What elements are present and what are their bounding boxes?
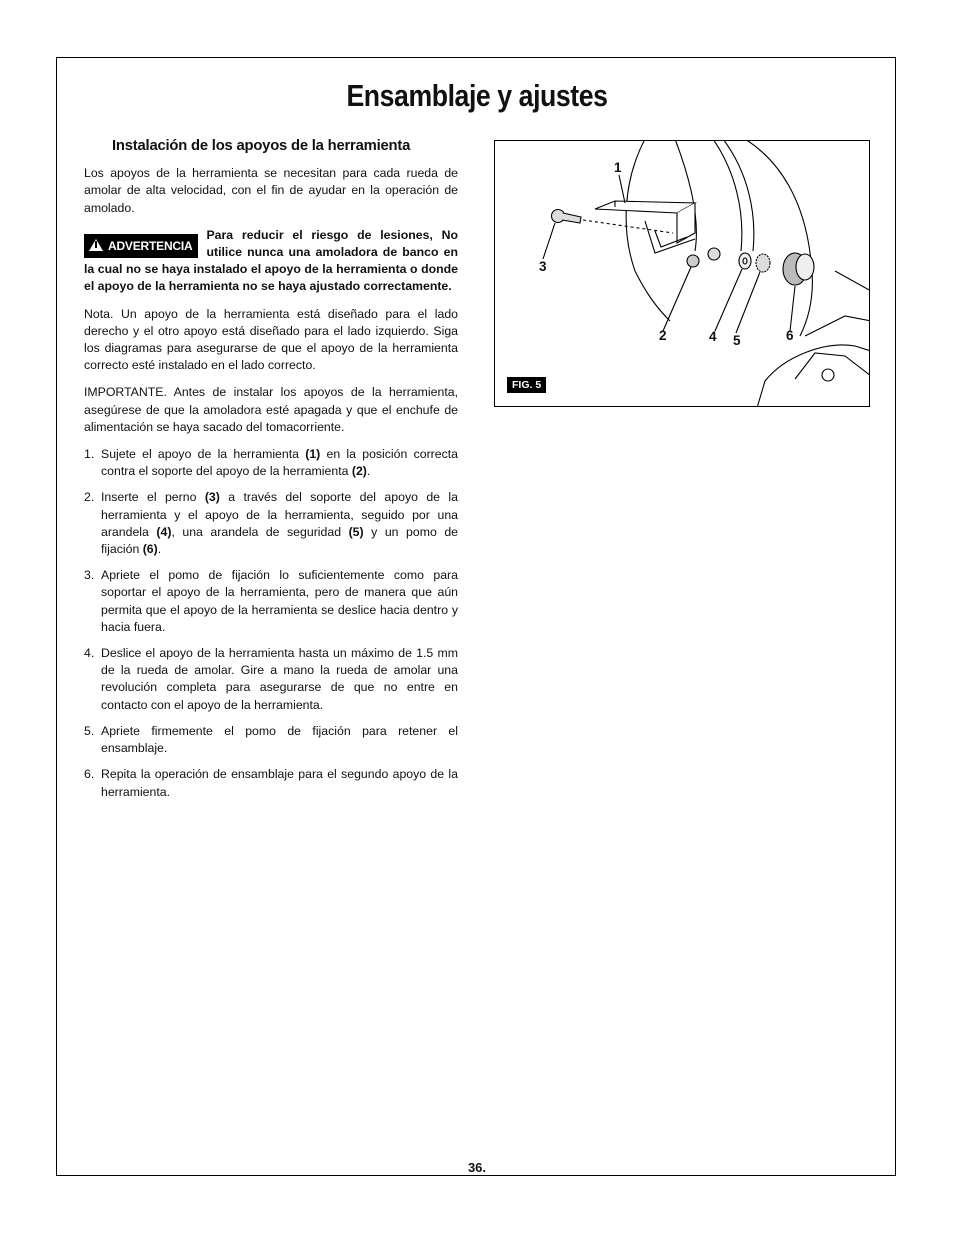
step-text: a través del soporte del apoyo de la herramienta y el apoyo de la herramienta, seguido por una arandela bbox=[101, 490, 458, 539]
callout-1: 1 bbox=[614, 160, 622, 175]
step-item bbox=[84, 567, 458, 636]
step-text: . bbox=[366, 464, 371, 479]
step-item bbox=[84, 766, 458, 800]
leader-5 bbox=[736, 272, 760, 333]
part-reference: (2) bbox=[351, 464, 367, 479]
tool-rest-top bbox=[595, 201, 695, 213]
text-column bbox=[84, 138, 458, 810]
figure-5 bbox=[494, 140, 870, 407]
warning-text: Para reducir el riesgo de lesiones, No utilice nunca una amoladora de banco en la cual no se haya instalado el apoyo de la herramienta o donde el apoyo de la herramienta no se haya ajustado correctamente. bbox=[84, 227, 458, 294]
intro-paragraph: Los apoyos de la herramienta se necesitan para cada rueda de amolar de alta velocidad, con el fin de ayudar en la operación de amolado. bbox=[84, 166, 458, 215]
wheel-edge-line bbox=[713, 141, 742, 251]
screw-head bbox=[822, 369, 834, 381]
callout-3: 3 bbox=[539, 259, 547, 274]
step-text: Repita la operación de ensamblaje para el segundo apoyo de la herramienta. bbox=[101, 767, 458, 799]
step-text: . bbox=[157, 542, 162, 557]
callout-5: 5 bbox=[733, 333, 741, 348]
part-reference: (4) bbox=[156, 524, 172, 539]
motor-base-inner bbox=[795, 353, 870, 379]
step-text: , una arandela de seguridad bbox=[171, 524, 349, 539]
page-number: 36. bbox=[467, 1160, 487, 1175]
assembly-axis-line bbox=[583, 220, 673, 233]
step-text: Apriete el pomo de fijación lo suficientemente como para soportar el apoyo de la herramienta, pero de manera que aún permita que el apoyo de la herramienta se deslice hacia dentro y hacia fuera. bbox=[101, 568, 458, 634]
step-number: 5. bbox=[84, 723, 95, 738]
step-item bbox=[84, 645, 458, 714]
warning-badge bbox=[84, 234, 198, 258]
housing-edge bbox=[835, 271, 870, 291]
step-text: Apriete firmemente el pomo de fijación para retener el ensamblaje. bbox=[101, 723, 458, 756]
wheel-edge-line-2 bbox=[723, 141, 754, 251]
important-paragraph: IMPORTANTE. Antes de instalar los apoyos de la herramienta, asegúrese de que la amoladora esté apagada y que el enchufe de alimentación se haya sacado del tomacorriente. bbox=[84, 385, 458, 434]
part-reference: (5) bbox=[348, 524, 364, 539]
step-text: Sujete el apoyo de la herramienta bbox=[101, 447, 306, 462]
grinder-diagram bbox=[495, 141, 870, 407]
callout-2: 2 bbox=[659, 328, 667, 343]
step-number: 2. bbox=[84, 490, 95, 505]
step-text: Deslice el apoyo de la herramienta hasta un máximo de 1.5 mm de la rueda de amolar. Gire a mano la rueda de amolar una revolución completa para asegurarse de que no entre en contacto con el apoyo de la herramienta. bbox=[101, 646, 458, 712]
step-number: 6. bbox=[84, 767, 95, 782]
callout-6: 6 bbox=[786, 328, 794, 343]
bracket-nut bbox=[708, 248, 720, 260]
leader-6 bbox=[790, 286, 795, 331]
step-text: Inserte el perno bbox=[101, 490, 205, 505]
warning-block bbox=[84, 227, 458, 296]
locking-knob-6-face bbox=[796, 254, 814, 280]
step-item bbox=[84, 446, 458, 480]
motor-base-line bbox=[805, 316, 870, 336]
steps-list bbox=[84, 446, 458, 801]
bolt-shank bbox=[562, 213, 581, 223]
callout-4: 4 bbox=[709, 329, 717, 344]
leader-3 bbox=[543, 223, 555, 259]
nut-2 bbox=[687, 255, 699, 267]
part-reference: (3) bbox=[204, 490, 220, 505]
leader-1 bbox=[619, 175, 625, 203]
lock-washer-5 bbox=[756, 254, 770, 272]
page-title: Ensamblaje y ajustes bbox=[346, 78, 608, 113]
step-text: en la posición correcta contra el soporte del apoyo de la herramienta bbox=[101, 447, 458, 479]
warning-triangle-icon bbox=[89, 239, 103, 251]
step-number: 4. bbox=[84, 646, 95, 661]
figure-label: FIG. 5 bbox=[507, 377, 546, 393]
leader-4 bbox=[715, 269, 742, 331]
step-item bbox=[84, 489, 458, 558]
wheel-outline bbox=[745, 141, 812, 336]
section-heading: Instalación de los apoyos de la herramienta bbox=[112, 138, 411, 154]
warning-badge-label: ADVERTENCIA bbox=[108, 238, 193, 253]
step-text: y un pomo de fijación bbox=[101, 524, 458, 557]
step-item bbox=[84, 723, 458, 757]
part-reference: (1) bbox=[305, 447, 321, 462]
part-reference: (6) bbox=[142, 542, 158, 557]
washer-4 bbox=[739, 253, 751, 269]
step-number: 1. bbox=[84, 447, 95, 462]
note-paragraph: Nota. Un apoyo de la herramienta está diseñado para el lado derecho y el otro apoyo está diseñado para el lado izquierdo. Siga los diagramas para asegurarse de que el apoyo de la herramienta correcto esté instalado en el lado correcto. bbox=[84, 306, 458, 373]
step-number: 3. bbox=[84, 568, 95, 583]
leader-2 bbox=[663, 267, 691, 331]
